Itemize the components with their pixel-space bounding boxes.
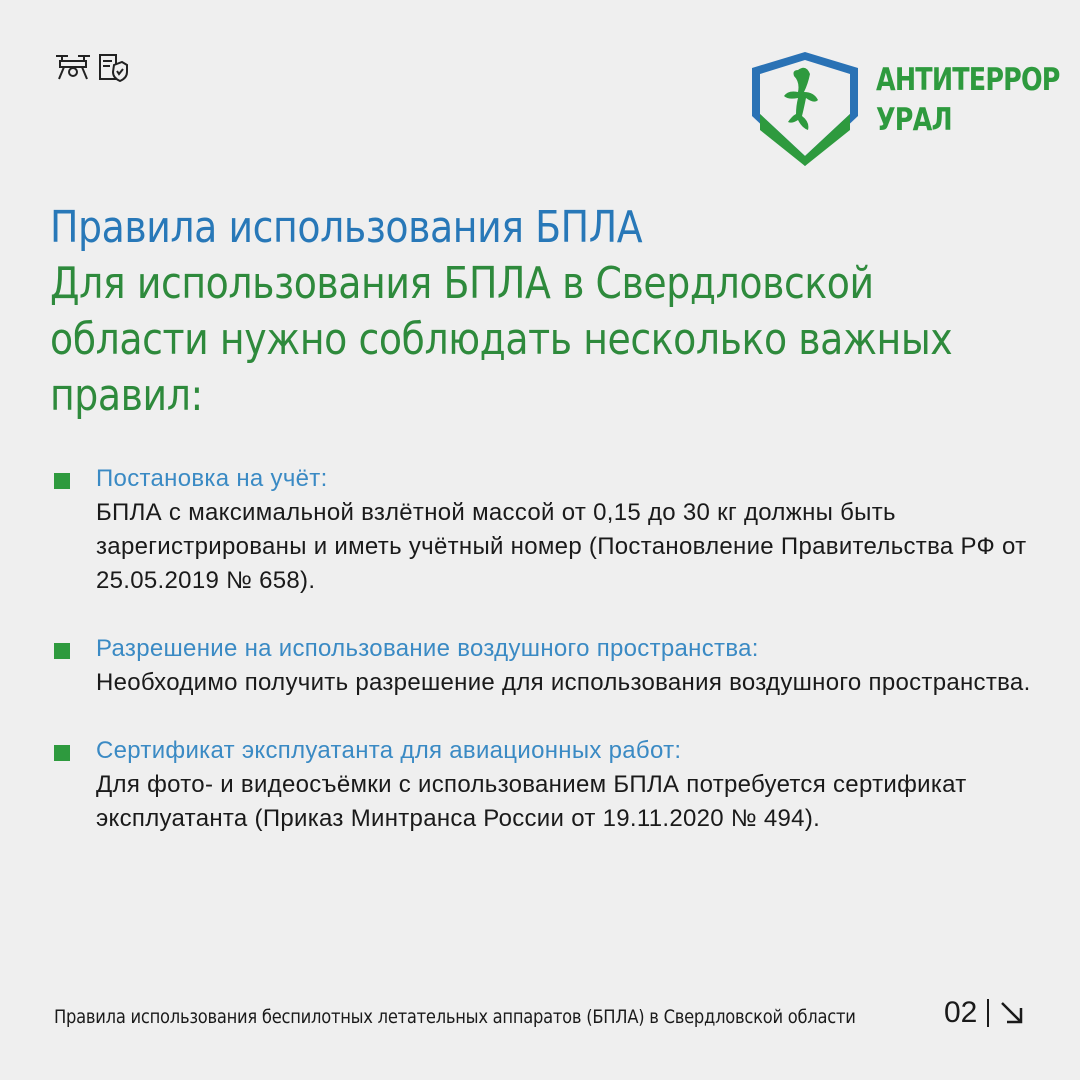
headline [50,200,953,424]
arrow-down-right-icon[interactable] [999,1000,1025,1026]
bullet-square-icon [54,473,70,489]
footer-caption: Правила использования беспилотных летательных аппаратов (БПЛА) в Свердловской области [54,1006,856,1028]
list-item [54,734,1034,836]
brand-logo [746,50,1060,168]
rules-list [54,462,1034,870]
brand-name [876,60,1060,140]
lizard-shield-icon [746,50,864,168]
bullet-square-icon [54,643,70,659]
brand-name-line1: АНТИТЕРРОР [876,62,1060,98]
rule-body: БПЛА с максимальной взлётной массой от 0,15 до 30 кг должны быть зарегистрированы и иметь учётный номер (Постановление Правительства РФ от 25.05.2019 № 658). [96,499,1027,594]
list-item [54,632,1034,700]
rule-title: Сертификат эксплуатанта для авиационных работ: [96,737,682,764]
list-item [54,462,1034,598]
rule-body: Для фото- и видеосъёмки с использованием БПЛА потребуется сертификат эксплуатанта (Приказ Минтранса России от 19.11.2020 № 494). [96,771,967,832]
rule-title: Разрешение на использование воздушного пространства: [96,635,759,662]
page-indicator [944,996,1025,1030]
page-number: 02 [944,996,978,1029]
page-title: Правила использования БПЛА [50,202,643,253]
rule-title: Постановка на учёт: [96,465,328,492]
rule-body: Необходимо получить разрешение для использования воздушного пространства. [96,669,1031,696]
page-subtitle: Для использования БПЛА в Свердловской области нужно соблюдать несколько важных правил: [50,258,953,421]
drone-icon [54,52,92,82]
divider [987,999,989,1027]
brand-name-line2: УРАЛ [876,102,952,138]
shield-document-icon [98,52,128,82]
bullet-square-icon [54,745,70,761]
header-icons [54,52,128,82]
